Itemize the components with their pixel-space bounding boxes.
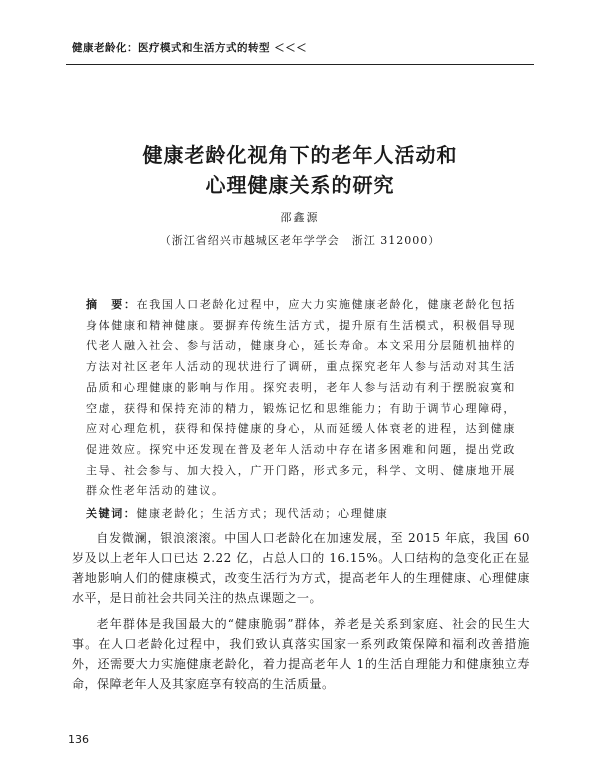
article-title-line-1: 健康老龄化视角下的老年人活动和 (142, 143, 458, 167)
keywords-text: 健康老龄化；生活方式；现代活动；心理健康 (136, 507, 389, 520)
running-head: 健康老龄化：医疗模式和生活方式的转型 ＜＜＜ (72, 42, 308, 54)
keywords-label: 关键词： (86, 507, 137, 520)
keywords-block (86, 505, 516, 521)
body-paragraph (72, 614, 530, 694)
body-paragraph-2-text: 老年群体是我国最大的“健康脆弱”群体，养老是关系到家庭、社会的民生大事。在人口老龄化过程中，我们致认真落实国家一系列政策保障和福利改善措施外，还需要大力实施健康老龄化，着力提高老年人 1的生活自理能力和健康独立寿命，保障老年人及其家庭享有较高的生活质量。 (72, 617, 530, 691)
header-rule (66, 64, 534, 65)
abstract-block (86, 295, 516, 502)
author-affiliation: （浙江省绍兴市越城区老年学学会 浙江 312000） (159, 234, 441, 247)
body-paragraph-1-text: 自发微澜，银浪滚滚。中国人口老龄化在加速发展，至 2015 年底，我国 60 岁及以上老年人口已达 2.22 亿，占总人口的 16.15%。人口结构的急变化正在显著地影响人们的健康模式，改变生活行为方式，提高老年人的生理健康、心理健康水平，是日前社会共同关注的热点课题之一。 (72, 531, 530, 605)
page-number: 136 (68, 733, 89, 746)
abstract-label: 摘 要： (86, 298, 137, 311)
abstract-text: 在我国人口老龄化过程中，应大力实施健康老龄化，健康老龄化包括身体健康和精神健康。要摒弃传统生活方式，提升原有生活模式，积极倡导现代老人融入社会、参与活动，健康身心，延长寿命。本文采用分层随机抽样的方法对社区老年人活动的现状进行了调研，重点探究老年人参与活动对其生活品质和心理健康的影响与作用。探究表明，老年人参与活动有利于摆脱寂寞和空虚，获得和保持充沛的精力，锻炼记忆和思维能力；有助于调节心理障碍，应对心理危机，获得和保持健康的身心，从而延缓人体衰老的进程，达到健康促进效应。探究中还发现在普及老年人活动中存在诸多困难和问题，提出党政主导、社会参与、加大投入，广开门路，形式多元，科学、文明、健康地开展群众性老年活动的建议。 (86, 298, 516, 498)
article-title-line-2: 心理健康关系的研究 (205, 173, 395, 197)
body-paragraph (72, 528, 530, 608)
author-name: 邵鑫源 (280, 211, 320, 224)
